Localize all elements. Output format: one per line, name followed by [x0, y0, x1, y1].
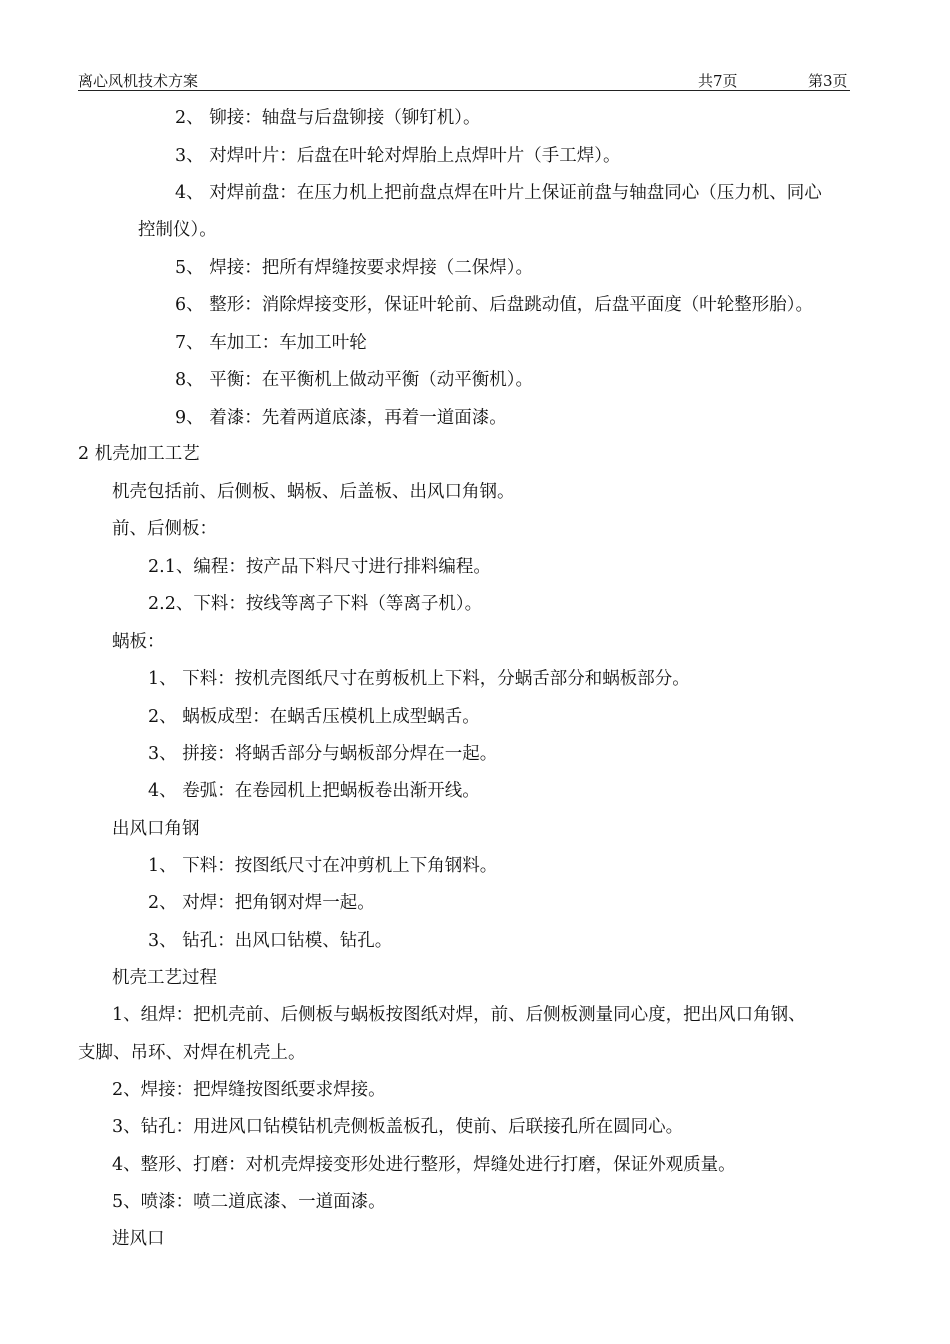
casing-welding: 2、焊接：把焊缝按图纸要求焊接。 [112, 1080, 386, 1100]
side-plate-programming: 2.1、编程：按产品下料尺寸进行排料编程。 [148, 557, 491, 577]
step-balancing: 8、 平衡：在平衡机上做动平衡（动平衡机）。 [175, 370, 533, 390]
step-front-disc-welding-cont: 控制仪）。 [138, 220, 217, 240]
step-machining: 7、 车加工：车加工叶轮 [175, 333, 367, 353]
section-heading-casing: 2 机壳加工工艺 [78, 444, 200, 464]
document-title: 离心风机技术方案 [78, 72, 199, 90]
subheading-outlet-angle: 出风口角钢 [112, 819, 200, 839]
side-plate-cutting: 2.2、下料：按线等离子下料（等离子机）。 [148, 594, 483, 614]
outlet-welding: 2、 对焊：把角钢对焊一起。 [148, 893, 375, 913]
current-page: 第3页 [808, 72, 848, 90]
step-shaping: 6、 整形：消除焊接变形，保证叶轮前、后盘跳动值，后盘平面度（叶轮整形胎）。 [175, 295, 813, 315]
step-painting: 9、 着漆：先着两道底漆，再着一道面漆。 [175, 408, 507, 428]
subheading-casing-process: 机壳工艺过程 [112, 968, 217, 988]
page-header [78, 70, 850, 91]
casing-assembly: 1、组焊：把机壳前、后侧板与蜗板按图纸对焊，前、后侧板测量同心度，把出风口角钢、 [112, 1005, 806, 1025]
casing-intro: 机壳包括前、后侧板、蜗板、后盖板、出风口角钢。 [112, 482, 515, 502]
step-front-disc-welding: 4、 对焊前盘：在压力机上把前盘点焊在叶片上保证前盘与轴盘同心（压力机、同心 [175, 183, 822, 203]
casing-drilling: 3、钻孔：用进风口钻模钻机壳侧板盖板孔，使前、后联接孔所在圆同心。 [112, 1117, 684, 1137]
outlet-drilling: 3、 钻孔：出风口钻模、钻孔。 [148, 931, 393, 951]
volute-rolling: 4、 卷弧：在卷园机上把蜗板卷出渐开线。 [148, 781, 480, 801]
total-pages: 共7页 [698, 72, 738, 90]
subheading-volute: 蜗板： [112, 632, 165, 652]
casing-grinding: 4、整形、打磨：对机壳焊接变形处进行整形，焊缝处进行打磨，保证外观质量。 [112, 1155, 736, 1175]
step-welding: 5、 焊接：把所有焊缝按要求焊接（二保焊）。 [175, 258, 533, 278]
casing-assembly-cont: 支脚、吊环、对焊在机壳上。 [78, 1043, 306, 1063]
volute-cutting: 1、 下料：按机壳图纸尺寸在剪板机上下料，分蜗舌部分和蜗板部分。 [148, 669, 690, 689]
step-riveting: 2、 铆接：轴盘与后盘铆接（铆钉机）。 [175, 108, 481, 128]
subheading-inlet: 进风口 [112, 1229, 165, 1249]
outlet-cutting: 1、 下料：按图纸尺寸在冲剪机上下角钢料。 [148, 856, 498, 876]
step-blade-welding: 3、 对焊叶片：后盘在叶轮对焊胎上点焊叶片（手工焊）。 [175, 146, 621, 166]
casing-painting: 5、喷漆：喷二道底漆、一道面漆。 [112, 1192, 386, 1212]
volute-forming: 2、 蜗板成型：在蜗舌压模机上成型蜗舌。 [148, 707, 480, 727]
volute-joining: 3、 拼接：将蜗舌部分与蜗板部分焊在一起。 [148, 744, 498, 764]
subheading-side-plates: 前、后侧板： [112, 519, 217, 539]
